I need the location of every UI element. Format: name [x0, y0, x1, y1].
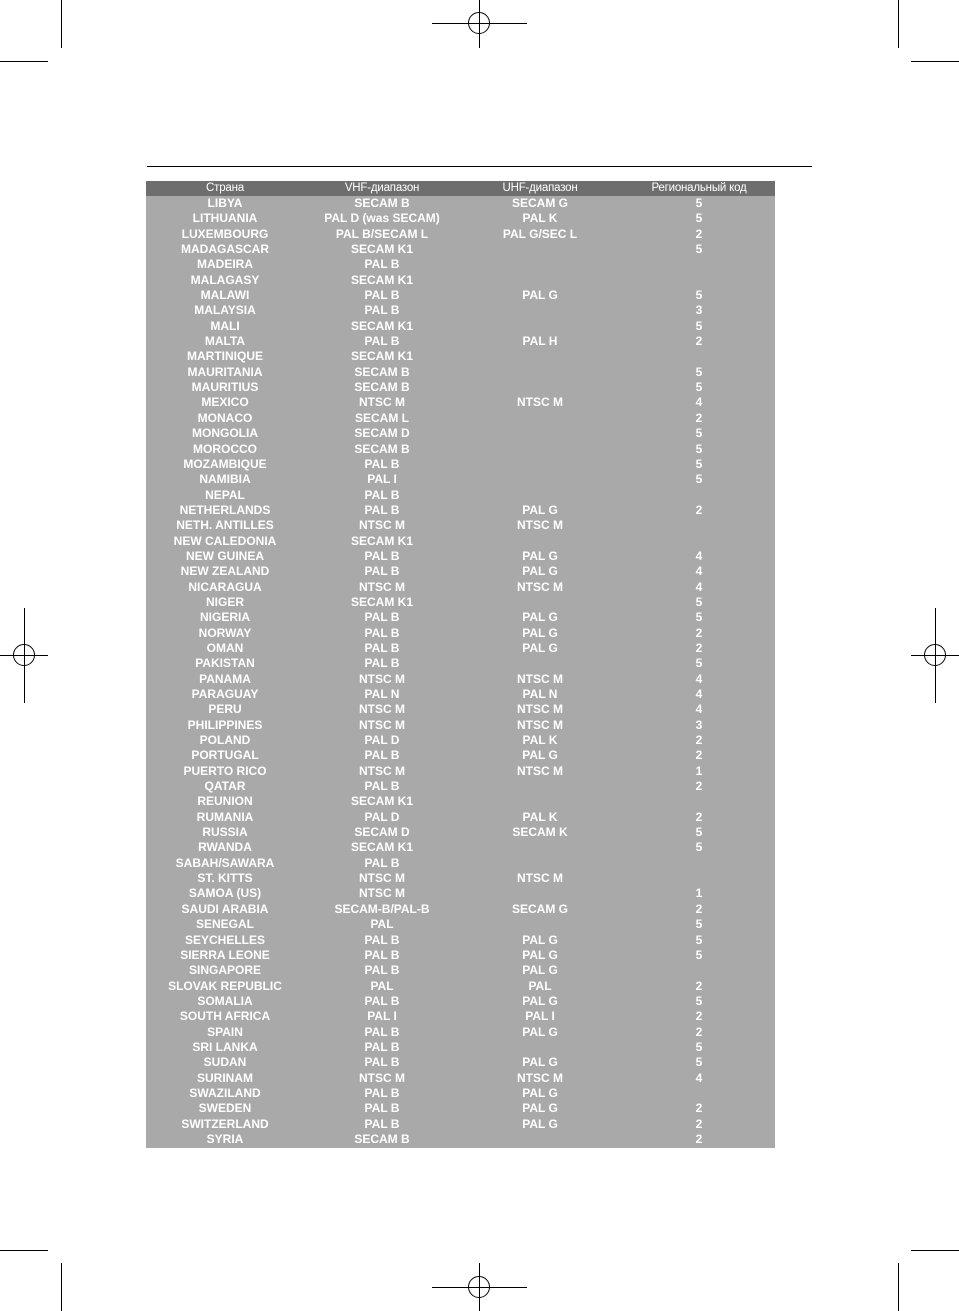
- country-cell: QATAR: [204, 779, 246, 794]
- region-code-cell: 2: [695, 1009, 703, 1024]
- vhf-cell: PAL B: [364, 855, 400, 870]
- vhf-cell: PAL B: [364, 748, 400, 763]
- crop-mark: [61, 1263, 62, 1311]
- country-cell: MONACO: [197, 410, 253, 425]
- vhf-cell: PAL B: [364, 502, 400, 517]
- table-row: [146, 349, 775, 364]
- crop-mark: [61, 0, 62, 48]
- vhf-cell: SECAM K1: [350, 840, 414, 855]
- region-code-cell: 4: [695, 1070, 703, 1085]
- table-row: [146, 856, 775, 871]
- uhf-cell: PAL G: [522, 993, 558, 1008]
- registration-circle: [13, 644, 35, 666]
- uhf-cell: PAL K: [522, 211, 558, 226]
- table-row: [146, 917, 775, 932]
- vhf-cell: PAL B: [364, 1085, 400, 1100]
- vhf-cell: SECAM L: [355, 410, 409, 425]
- region-code-cell: 5: [695, 594, 703, 609]
- uhf-cell: NTSC M: [517, 702, 563, 717]
- uhf-cell: PAL G: [522, 748, 558, 763]
- uhf-cell: NTSC M: [517, 763, 563, 778]
- country-cell: MADEIRA: [197, 257, 253, 272]
- vhf-cell: PAL B: [364, 548, 400, 563]
- region-code-cell: 2: [695, 978, 703, 993]
- country-cell: LIBYA: [207, 196, 243, 210]
- table-row: [146, 779, 775, 794]
- country-cell: MAURITIUS: [191, 380, 259, 395]
- table-row: [146, 994, 775, 1009]
- country-cell: PUERTO RICO: [183, 763, 267, 778]
- vhf-cell: SECAM K1: [350, 533, 414, 548]
- registration-circle: [468, 12, 490, 34]
- table-row: [146, 886, 775, 901]
- vhf-cell: SECAM-B/PAL-B: [334, 901, 430, 916]
- country-cell: POLAND: [199, 733, 251, 748]
- vhf-cell: PAL: [370, 978, 394, 993]
- header-vhf: VHF-диапазон: [344, 182, 420, 194]
- country-cell: MALAWI: [200, 288, 250, 303]
- country-cell: SWITZERLAND: [181, 1116, 269, 1131]
- top-rule: [147, 166, 812, 167]
- table-row: [146, 733, 775, 748]
- vhf-cell: PAL B: [364, 257, 400, 272]
- uhf-cell: NTSC M: [517, 395, 563, 410]
- table-row: [146, 488, 775, 503]
- crop-mark: [898, 0, 899, 48]
- uhf-cell: NTSC M: [517, 579, 563, 594]
- country-cell: MALI: [210, 318, 240, 333]
- country-cell: NEW ZEALAND: [180, 564, 270, 579]
- table-row: [146, 902, 775, 917]
- uhf-cell: PAL G: [522, 640, 558, 655]
- region-code-cell: 5: [695, 211, 703, 226]
- table-row: [146, 1055, 775, 1070]
- vhf-cell: PAL B/SECAM L: [335, 226, 429, 241]
- vhf-cell: PAL D: [364, 809, 400, 824]
- country-cell: OMAN: [206, 640, 244, 655]
- country-cell: MALAYSIA: [194, 303, 256, 318]
- region-code-cell: 5: [695, 318, 703, 333]
- country-cell: MOZAMBIQUE: [183, 456, 267, 471]
- vhf-cell: SECAM D: [354, 825, 410, 840]
- region-code-cell: 2: [695, 625, 703, 640]
- region-code-cell: 2: [695, 1101, 703, 1116]
- uhf-cell: PAL H: [522, 334, 558, 349]
- uhf-cell: PAL G: [522, 610, 558, 625]
- vhf-cell: PAL B: [364, 564, 400, 579]
- table-row: [146, 641, 775, 656]
- uhf-cell: PAL G: [522, 625, 558, 640]
- uhf-cell: NTSC M: [517, 518, 563, 533]
- table-row: [146, 840, 775, 855]
- region-code-cell: 2: [695, 809, 703, 824]
- country-cell: NAMIBIA: [199, 472, 251, 487]
- country-cell: PHILIPPINES: [187, 717, 263, 732]
- region-code-cell: 4: [695, 579, 703, 594]
- region-code-cell: 3: [695, 303, 703, 318]
- table-row: [146, 549, 775, 564]
- vhf-cell: PAL I: [367, 1009, 397, 1024]
- country-cell: SAMOA (US): [188, 886, 262, 901]
- vhf-cell: PAL: [370, 917, 394, 932]
- country-cell: SOMALIA: [197, 993, 253, 1008]
- country-cell: MONGOLIA: [192, 426, 258, 441]
- country-cell: NEW GUINEA: [186, 548, 264, 563]
- table-row: [146, 871, 775, 886]
- table-row: [146, 319, 775, 334]
- uhf-cell: PAL G: [522, 1085, 558, 1100]
- vhf-cell: SECAM K1: [350, 794, 414, 809]
- region-code-cell: 5: [695, 364, 703, 379]
- table-row: [146, 979, 775, 994]
- country-cell: SURINAM: [197, 1070, 253, 1085]
- uhf-cell: PAL G: [522, 1116, 558, 1131]
- uhf-cell: PAL G: [522, 564, 558, 579]
- table-row: [146, 534, 775, 549]
- country-cell: PANAMA: [199, 671, 251, 686]
- region-code-cell: 5: [695, 1039, 703, 1054]
- table-row: [146, 1025, 775, 1040]
- vhf-cell: PAL D: [364, 733, 400, 748]
- table-row: [146, 580, 775, 595]
- registration-circle: [468, 1276, 490, 1298]
- country-cell: NORWAY: [198, 625, 252, 640]
- vhf-cell: NTSC M: [359, 702, 405, 717]
- table-row: [146, 825, 775, 840]
- region-code-cell: 4: [695, 548, 703, 563]
- country-cell: REUNION: [197, 794, 253, 809]
- table-row: [146, 1086, 775, 1101]
- table-row: [146, 380, 775, 395]
- country-cell: PARAGUAY: [191, 687, 259, 701]
- uhf-cell: PAL G: [522, 932, 558, 947]
- uhf-cell: PAL N: [522, 687, 558, 701]
- region-code-cell: 5: [695, 993, 703, 1008]
- vhf-cell: PAL N: [364, 687, 400, 701]
- country-cell: MARTINIQUE: [187, 349, 263, 364]
- region-code-cell: 2: [695, 410, 703, 425]
- region-code-cell: 4: [695, 395, 703, 410]
- region-code-cell: 2: [695, 748, 703, 763]
- vhf-cell: PAL B: [364, 1101, 400, 1116]
- region-code-cell: 2: [695, 334, 703, 349]
- region-code-cell: 5: [695, 456, 703, 471]
- region-code-cell: 5: [695, 426, 703, 441]
- uhf-cell: PAL G: [522, 288, 558, 303]
- vhf-cell: NTSC M: [359, 886, 405, 901]
- region-code-cell: 5: [695, 441, 703, 456]
- table-row: [146, 1117, 775, 1132]
- vhf-cell: NTSC M: [359, 1070, 405, 1085]
- uhf-cell: NTSC M: [517, 671, 563, 686]
- table-row: [146, 672, 775, 687]
- crop-mark: [911, 1250, 959, 1251]
- country-cell: NETHERLANDS: [179, 502, 271, 517]
- table-row: [146, 810, 775, 825]
- table-row: [146, 948, 775, 963]
- country-cell: NICARAGUA: [188, 579, 262, 594]
- country-cell: RUSSIA: [202, 825, 248, 840]
- table-row: [146, 227, 775, 242]
- country-cell: NIGERIA: [199, 610, 251, 625]
- vhf-cell: PAL B: [364, 656, 400, 671]
- region-code-cell: 5: [695, 288, 703, 303]
- uhf-cell: PAL G: [522, 947, 558, 962]
- uhf-cell: PAL K: [522, 809, 558, 824]
- table-row: [146, 1071, 775, 1086]
- region-code-cell: 5: [695, 610, 703, 625]
- country-cell: RUMANIA: [196, 809, 254, 824]
- table-row: [146, 288, 775, 303]
- table-row: [146, 442, 775, 457]
- table-row: [146, 1101, 775, 1116]
- uhf-cell: SECAM G: [511, 196, 569, 210]
- region-code-cell: 3: [695, 717, 703, 732]
- table-row: [146, 503, 775, 518]
- country-cell: SINGAPORE: [188, 963, 262, 978]
- region-code-cell: 5: [695, 196, 703, 210]
- region-code-cell: 4: [695, 687, 703, 701]
- country-cell: SAUDI ARABIA: [181, 901, 269, 916]
- vhf-cell: SECAM D: [354, 426, 410, 441]
- region-code-cell: 5: [695, 380, 703, 395]
- region-code-cell: 2: [695, 640, 703, 655]
- vhf-cell: PAL B: [364, 1024, 400, 1039]
- crop-mark: [911, 61, 959, 62]
- vhf-cell: NTSC M: [359, 871, 405, 886]
- table-header: [146, 181, 775, 196]
- vhf-cell: SECAM K1: [350, 594, 414, 609]
- region-code-cell: 2: [695, 226, 703, 241]
- country-cell: SABAH/SAWARA: [175, 855, 275, 870]
- country-cell: SYRIA: [206, 1131, 244, 1146]
- country-cell: MALTA: [204, 334, 246, 349]
- vhf-cell: SECAM K1: [350, 349, 414, 364]
- region-code-cell: 2: [695, 1116, 703, 1131]
- vhf-cell: PAL B: [364, 610, 400, 625]
- country-cell: SWAZILAND: [189, 1085, 261, 1100]
- region-code-cell: 5: [695, 472, 703, 487]
- vhf-cell: NTSC M: [359, 763, 405, 778]
- table-row: [146, 257, 775, 272]
- registration-circle: [924, 644, 946, 666]
- country-cell: LITHUANIA: [192, 211, 258, 226]
- table-row: [146, 211, 775, 226]
- uhf-cell: PAL I: [525, 1009, 555, 1024]
- vhf-cell: NTSC M: [359, 717, 405, 732]
- vhf-cell: SECAM K1: [350, 272, 414, 287]
- table-row: [146, 748, 775, 763]
- region-code-cell: 5: [695, 840, 703, 855]
- table-row: [146, 702, 775, 717]
- table-row: [146, 472, 775, 487]
- table-row: [146, 518, 775, 533]
- vhf-cell: PAL B: [364, 625, 400, 640]
- table-row: [146, 933, 775, 948]
- table-row: [146, 242, 775, 257]
- uhf-cell: PAL G: [522, 1024, 558, 1039]
- vhf-cell: PAL B: [364, 779, 400, 794]
- table-row: [146, 1009, 775, 1024]
- country-cell: ST. KITTS: [197, 871, 253, 886]
- country-cell: NIGER: [205, 594, 245, 609]
- header-region-code: Региональный код: [651, 182, 747, 194]
- table-row: [146, 626, 775, 641]
- table-row: [146, 273, 775, 288]
- region-code-cell: 2: [695, 901, 703, 916]
- country-cell: SPAIN: [207, 1024, 243, 1039]
- uhf-cell: PAL G: [522, 1101, 558, 1116]
- region-code-cell: 5: [695, 917, 703, 932]
- country-cell: NETH. ANTILLES: [176, 518, 274, 533]
- table-row: [146, 764, 775, 779]
- table-row: [146, 610, 775, 625]
- vhf-cell: NTSC M: [359, 671, 405, 686]
- country-cell: NEPAL: [205, 487, 245, 502]
- uhf-cell: PAL G: [522, 502, 558, 517]
- table-row: [146, 718, 775, 733]
- vhf-cell: PAL B: [364, 1039, 400, 1054]
- uhf-cell: NTSC M: [517, 1070, 563, 1085]
- uhf-cell: PAL G: [522, 963, 558, 978]
- country-cell: MAURITANIA: [187, 364, 263, 379]
- vhf-cell: NTSC M: [359, 579, 405, 594]
- country-cell: PERU: [208, 702, 242, 717]
- vhf-cell: PAL D (was SECAM): [324, 211, 440, 226]
- region-code-cell: 5: [695, 1055, 703, 1070]
- table-row: [146, 426, 775, 441]
- table-row: [146, 687, 775, 702]
- region-code-cell: 5: [695, 932, 703, 947]
- uhf-cell: PAL: [528, 978, 552, 993]
- country-cell: SOUTH AFRICA: [179, 1009, 271, 1024]
- region-code-cell: 5: [695, 947, 703, 962]
- country-cell: MALAGASY: [190, 272, 260, 287]
- vhf-cell: PAL B: [364, 456, 400, 471]
- table-row: [146, 334, 775, 349]
- header-uhf: UHF-диапазон: [502, 182, 578, 194]
- vhf-cell: SECAM K1: [350, 242, 414, 257]
- table-row: [146, 395, 775, 410]
- table-row: [146, 1132, 775, 1147]
- uhf-cell: PAL K: [522, 733, 558, 748]
- region-code-cell: 2: [695, 733, 703, 748]
- crop-mark: [0, 61, 48, 62]
- country-cell: LUXEMBOURG: [181, 226, 269, 241]
- region-code-cell: 4: [695, 671, 703, 686]
- region-code-cell: 1: [695, 763, 703, 778]
- region-code-cell: 5: [695, 242, 703, 257]
- country-cell: SWEDEN: [198, 1101, 252, 1116]
- vhf-cell: SECAM B: [354, 441, 410, 456]
- country-cell: NEW CALEDONIA: [173, 533, 277, 548]
- table-row: [146, 794, 775, 809]
- vhf-cell: PAL B: [364, 1116, 400, 1131]
- country-cell: SIERRA LEONE: [180, 947, 270, 962]
- country-cell: MEXICO: [201, 395, 249, 410]
- table-row: [146, 196, 775, 211]
- country-cell: SENEGAL: [195, 917, 255, 932]
- table-row: [146, 303, 775, 318]
- region-code-cell: 5: [695, 656, 703, 671]
- uhf-cell: SECAM G: [511, 901, 569, 916]
- country-cell: PORTUGAL: [191, 748, 259, 763]
- country-cell: SRI LANKA: [192, 1039, 258, 1054]
- table-row: [146, 411, 775, 426]
- region-code-cell: 2: [695, 1024, 703, 1039]
- vhf-cell: PAL B: [364, 303, 400, 318]
- country-cell: SLOVAK REPUBLIC: [168, 978, 282, 993]
- table-row: [146, 365, 775, 380]
- country-cell: MOROCCO: [193, 441, 257, 456]
- vhf-cell: PAL I: [367, 472, 397, 487]
- country-cell: SUDAN: [203, 1055, 247, 1070]
- crop-mark: [0, 1250, 48, 1251]
- vhf-cell: SECAM K1: [350, 318, 414, 333]
- table-row: [146, 1040, 775, 1055]
- header-country: Страна: [206, 182, 244, 194]
- vhf-cell: PAL B: [364, 932, 400, 947]
- region-code-cell: 2: [695, 1131, 703, 1146]
- table-body: [146, 196, 775, 1147]
- vhf-cell: PAL B: [364, 963, 400, 978]
- vhf-cell: SECAM B: [354, 1131, 410, 1146]
- region-code-cell: 2: [695, 779, 703, 794]
- uhf-cell: PAL G: [522, 1055, 558, 1070]
- vhf-cell: PAL B: [364, 1055, 400, 1070]
- vhf-cell: PAL B: [364, 487, 400, 502]
- uhf-cell: NTSC M: [517, 717, 563, 732]
- vhf-cell: PAL B: [364, 993, 400, 1008]
- region-code-cell: 4: [695, 702, 703, 717]
- table-row: [146, 963, 775, 978]
- table-row: [146, 564, 775, 579]
- country-cell: MADAGASCAR: [181, 242, 269, 257]
- uhf-cell: PAL G: [522, 548, 558, 563]
- country-cell: PAKISTAN: [195, 656, 255, 671]
- uhf-cell: SECAM K: [512, 825, 568, 840]
- table-row: [146, 595, 775, 610]
- region-code-cell: 1: [695, 886, 703, 901]
- vhf-cell: PAL B: [364, 640, 400, 655]
- country-cell: SEYCHELLES: [184, 932, 266, 947]
- region-code-cell: 2: [695, 502, 703, 517]
- country-cell: RWANDA: [198, 840, 252, 855]
- vhf-cell: PAL B: [364, 947, 400, 962]
- region-code-cell: 4: [695, 564, 703, 579]
- vhf-cell: NTSC M: [359, 395, 405, 410]
- table-row: [146, 457, 775, 472]
- uhf-cell: NTSC M: [517, 871, 563, 886]
- uhf-cell: PAL G/SEC L: [502, 226, 578, 241]
- vhf-cell: SECAM B: [354, 196, 410, 210]
- crop-mark: [898, 1263, 899, 1311]
- region-code-cell: 5: [695, 825, 703, 840]
- vhf-cell: SECAM B: [354, 380, 410, 395]
- table-row: [146, 656, 775, 671]
- vhf-cell: SECAM B: [354, 364, 410, 379]
- vhf-cell: PAL B: [364, 334, 400, 349]
- vhf-cell: PAL B: [364, 288, 400, 303]
- vhf-cell: NTSC M: [359, 518, 405, 533]
- country-standards-table: [146, 181, 775, 1148]
